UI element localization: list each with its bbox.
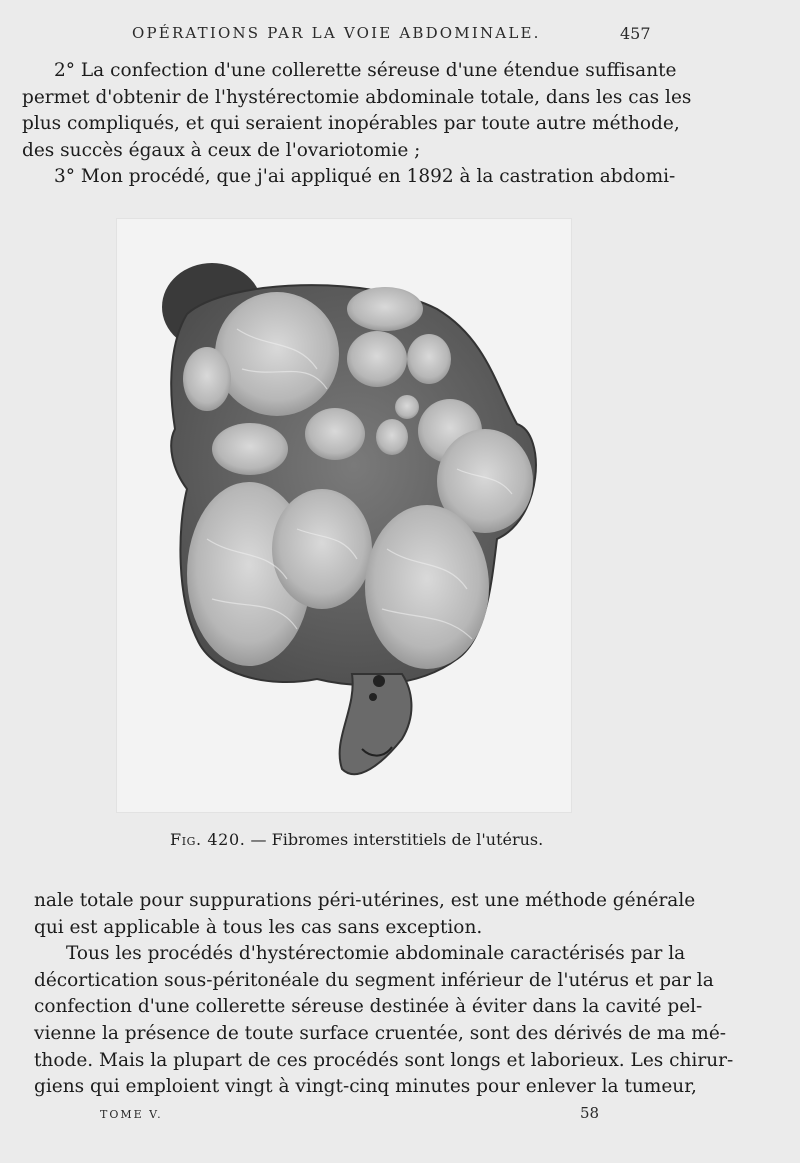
bottom-paragraph bbox=[34, 888, 734, 1101]
fibroid-nodule bbox=[183, 347, 231, 411]
text-line: thode. Mais la plupart de ces procédés sont longs et laborieux. Les chirur- bbox=[34, 1049, 734, 1071]
page-number: 457 bbox=[620, 24, 651, 43]
figure-caption-text: — Fibromes interstitiels de l'utérus. bbox=[245, 830, 544, 849]
fibroid-nodule bbox=[305, 408, 365, 460]
text-line: 3° Mon procédé, que j'ai appliqué en 1892 à la castration abdomi- bbox=[54, 166, 676, 187]
fibroid-nodule bbox=[215, 292, 339, 416]
text-line: des succès égaux à ceux de l'ovariotomie ; bbox=[22, 139, 421, 161]
text-line: plus compliqués, et qui seraient inopérables par toute autre méthode, bbox=[22, 113, 680, 134]
fibroid-nodule bbox=[347, 331, 407, 387]
top-paragraph bbox=[22, 58, 692, 191]
cervical-opening bbox=[369, 693, 377, 701]
text-line: nale totale pour suppurations péri-utérines, est une méthode générale bbox=[34, 890, 696, 911]
fibroid-specimen-illustration bbox=[117, 219, 571, 812]
text-line: qui est applicable à tous les cas sans exception. bbox=[34, 916, 483, 938]
text-line: permet d'obtenir de l'hystérectomie abdominale totale, dans les cas les bbox=[22, 86, 692, 108]
figure-plate bbox=[116, 218, 572, 813]
fibroid-nodule bbox=[212, 423, 288, 475]
figure-label: Fig. 420. bbox=[170, 830, 246, 849]
text-line: décortication sous-péritonéale du segment inférieur de l'utérus et par la bbox=[34, 969, 714, 991]
cervical-opening bbox=[373, 675, 385, 687]
fibroid-nodule bbox=[347, 287, 423, 331]
figure-caption bbox=[170, 830, 543, 849]
cervix-stalk bbox=[340, 674, 412, 774]
text-line: giens qui emploient vingt à vingt-cinq minutes pour enlever la tumeur, bbox=[34, 1076, 697, 1098]
text-line: confection d'une collerette séreuse destinée à éviter dans la cavité pel- bbox=[34, 996, 703, 1018]
fibroid-nodule bbox=[365, 505, 489, 669]
fibroid-nodule bbox=[407, 334, 451, 384]
fibroid-nodule bbox=[376, 419, 408, 455]
text-line: 2° La confection d'une collerette séreuse d'une étendue suffisante bbox=[54, 60, 677, 81]
running-head: OPÉRATIONS PAR LA VOIE ABDOMINALE. bbox=[132, 24, 541, 42]
fibroid-nodule bbox=[272, 489, 372, 609]
signature-mark: 58 bbox=[580, 1104, 600, 1122]
volume-label: TOME V. bbox=[100, 1108, 163, 1121]
fibroid-nodule bbox=[395, 395, 419, 419]
text-line: vienne la présence de toute surface cruentée, sont des dérivés de ma mé- bbox=[34, 1022, 727, 1044]
text-line: Tous les procédés d'hystérectomie abdominale caractérisés par la bbox=[66, 943, 686, 965]
